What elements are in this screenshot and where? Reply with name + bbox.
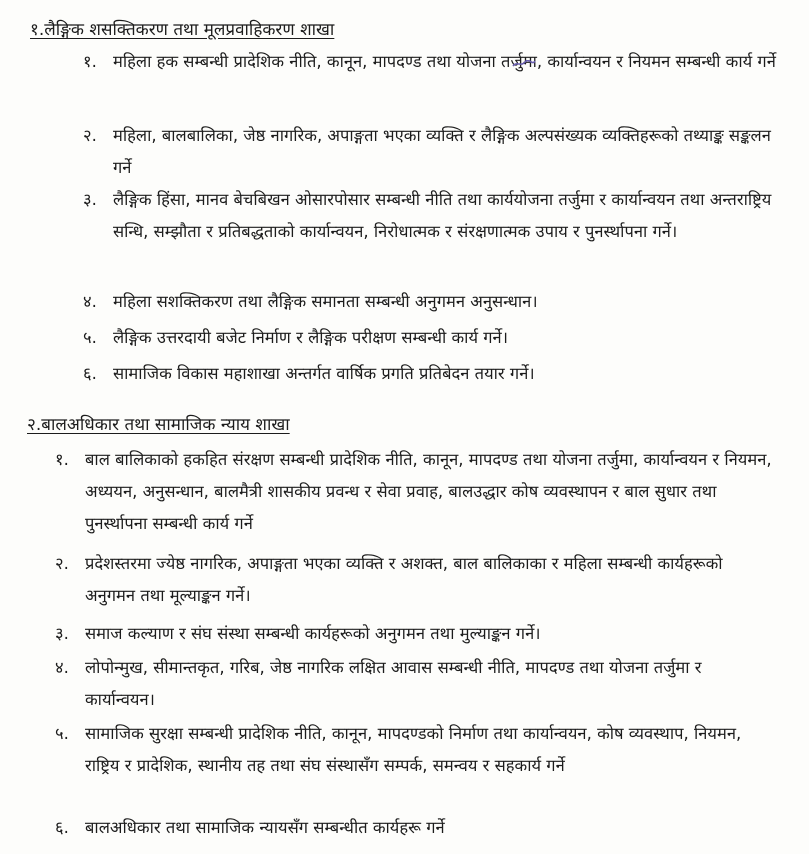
section-heading-gender-empowerment: १.लैङ्गिक शसक्तिकरण तथा मूलप्रवाहिकरण शाखा — [30, 20, 335, 40]
list-item — [55, 652, 775, 716]
list-item — [83, 46, 793, 78]
item-text: समाज कल्याण र संघ संस्था सम्बन्धी कार्यहरूको अनुगमन तथा मुल्याङ्कन गर्ने। — [85, 624, 541, 643]
list-item — [83, 322, 783, 354]
list-item — [55, 548, 775, 612]
list-item — [55, 618, 775, 650]
item-text: लैङ्गिक हिंसा, मानव बेचबिखन ओसारपोसार सम्बन्धी नीति तथा कार्ययोजना तर्जुमा र कार्यान्वयन तथा अन्तराष्ट्रिय सन्धि, सम्झौता र प्रतिबद्धताको कार्यान्वयन, निरोधात्मक र संरक्षणात्मक उपाय र पुनर्स्थापना गर्ने। — [113, 190, 772, 241]
item-text: महिला सशक्तिकरण तथा लैङ्गिक समानता सम्बन्धी अनुगमन अनुसन्धान। — [113, 292, 538, 311]
section-heading-child-rights: २.बालअधिकार तथा सामाजिक न्याय शाखा — [27, 415, 290, 435]
item-number: ६. — [83, 364, 97, 383]
item-number: ५. — [83, 328, 97, 347]
list-item — [83, 286, 783, 318]
item-number: १. — [83, 52, 97, 71]
item-text: सामाजिक सुरक्षा सम्बन्धी प्रादेशिक नीति, कानून, मापदण्डको निर्माण तथा कार्यान्वयन, कोष व्यवस्थाप, नियमन, राष्ट्रिय र प्रादेशिक, स्थानीय तह तथा संघ संस्थासँग सम्पर्क, समन्वय र सहकार्य गर्ने — [85, 724, 742, 775]
item-text: महिला, बालबालिका, जेष्ठ नागरिक, अपाङ्गता भएका व्यक्ति र लैङ्गिक अल्पसंख्यक व्यक्तिहरूको तथ्याङ्क सङ्कलन गर्ने — [113, 126, 771, 177]
list-item — [83, 120, 773, 184]
item-text: लोपोन्मुख, सीमान्तकृत, गरिब, जेष्ठ नागरिक लक्षित आवास सम्बन्धी नीति, मापदण्ड तथा योजना तर्जुमा र कार्यान्वयन। — [85, 658, 702, 709]
item-number: १. — [55, 450, 69, 469]
item-number: ३. — [55, 624, 69, 643]
item-text: बाल बालिकाको हकहित संरक्षण सम्बन्धी प्रादेशिक नीति, कानून, मापदण्ड तथा योजना तर्जुमा, कार्यान्वयन र नियमन, अध्ययन, अनुसन्धान, बालमैत्री शासकीय प्रवन्ध र सेवा प्रवाह, बालउद्धार कोष व्यवस्थापन र बाल सुधार तथा पुनर्स्थापना सम्बन्धी कार्य गर्ने — [85, 450, 772, 533]
list-item — [55, 444, 775, 540]
item-number: ४. — [55, 658, 69, 677]
list-item — [55, 718, 775, 782]
item-text: महिला हक सम्बन्धी प्रादेशिक नीति, कानून, मापदण्ड तथा योजना तर्जुमा, कार्यान्वयन र नियमन सम्बन्धी कार्य गर्ने — [113, 52, 776, 71]
list-item — [55, 812, 775, 844]
item-text: प्रदेशस्तरमा ज्येष्ठ नागरिक, अपाङ्गता भएका व्यक्ति र अशक्त, बाल बालिकाका र महिला सम्बन्धी कार्यहरूको अनुगमन तथा मूल्याङ्कन गर्ने। — [85, 554, 723, 605]
item-number: ६. — [55, 818, 69, 837]
item-number: २. — [83, 126, 97, 145]
ink-mark — [512, 60, 536, 68]
item-number: २. — [55, 554, 69, 573]
item-number: ४. — [83, 292, 97, 311]
item-text: सामाजिक विकास महाशाखा अन्तर्गत वार्षिक प्रगति प्रतिबेदन तयार गर्ने। — [113, 364, 535, 383]
item-text: लैङ्गिक उत्तरदायी बजेट निर्माण र लैङ्गिक परीक्षण सम्बन्धी कार्य गर्ने। — [113, 328, 508, 347]
item-number: ५. — [55, 724, 69, 743]
item-text: बालअधिकार तथा सामाजिक न्यायसँग सम्बन्धीत कार्यहरू गर्ने — [85, 818, 445, 837]
item-number: ३. — [83, 190, 97, 209]
list-item — [83, 184, 793, 248]
list-item — [83, 358, 783, 390]
